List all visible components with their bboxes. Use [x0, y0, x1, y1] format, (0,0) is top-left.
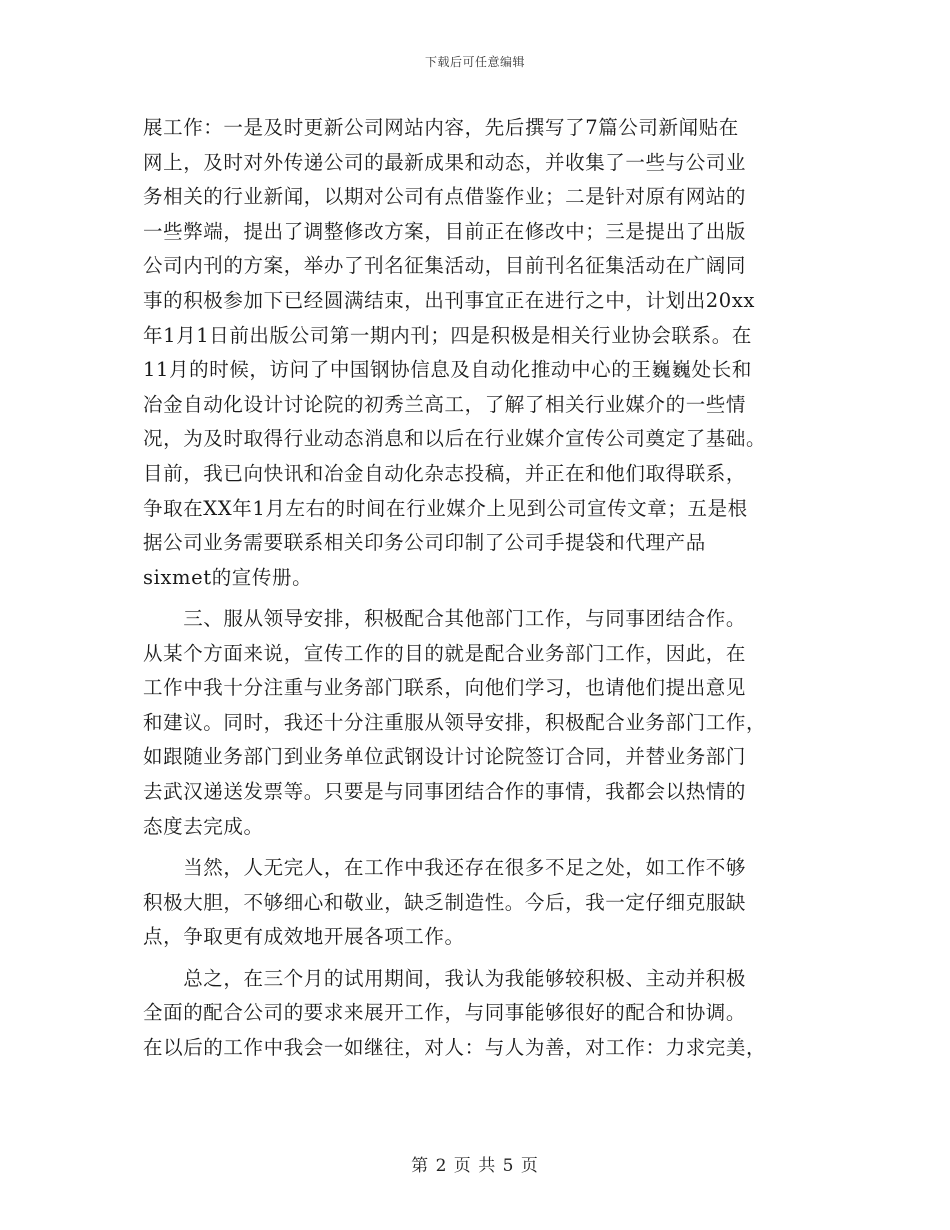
text-line: 三、服从领导安排，积极配合其他部门工作，与同事团结合作。 — [143, 607, 747, 631]
text-line: 总之，在三个月的试用期间，我认为我能够较积极、主动并积极 — [143, 966, 747, 990]
text-line: 11月的时候，访问了中国钢协信息及自动化推动中心的王巍巍处长和 — [143, 358, 752, 382]
text-line: 工作中我十分注重与业务部门联系，向他们学习，也请他们提出意见 — [143, 676, 747, 700]
text-line: 积极大胆，不够细心和敬业，缺乏制造性。今后，我一定仔细克服缺 — [143, 890, 747, 914]
text-line: 全面的配合公司的要求来展开工作，与同事能够很好的配合和协调。 — [143, 1001, 747, 1025]
paragraph-gap — [143, 595, 813, 602]
text-line: 在以后的工作中我会一如继往，对人：与人为善，对工作：力求完美， — [143, 1035, 767, 1059]
text-line: 态度去完成。 — [143, 814, 264, 838]
text-line: sixmet的宣传册。 — [143, 565, 313, 589]
text-line: 年1月1日前出版公司第一期内刊；四是积极是相关行业协会联系。在 — [143, 323, 752, 347]
text-line: 冶金自动化设计讨论院的初秀兰高工，了解了相关行业媒介的一些情 — [143, 392, 747, 416]
text-line: 公司内刊的方案，举办了刊名征集活动，目前刊名征集活动在广阔同 — [143, 254, 747, 278]
text-line: 争取在XX年1月左右的时间在行业媒介上见到公司宣传文章；五是根 — [143, 496, 748, 520]
text-line: 从某个方面来说，宣传工作的目的就是配合业务部门工作，因此，在 — [143, 641, 747, 665]
text-line: 当然，人无完人，在工作中我还存在很多不足之处，如工作不够 — [143, 856, 747, 880]
text-line: 网上，及时对外传递公司的最新成果和动态，并收集了一些与公司业 — [143, 150, 747, 174]
text-line: 据公司业务需要联系相关印务公司印制了公司手提袋和代理产品 — [143, 531, 706, 555]
paragraph-shortcomings — [143, 851, 813, 955]
page-header: 下载后可任意编辑 — [424, 55, 525, 69]
document-body — [143, 111, 813, 1065]
text-line: 事的积极参加下已经圆满结束，出刊事宜正在进行之中，计划出20xx — [143, 288, 756, 312]
text-line: 目前，我已向快讯和冶金自动化杂志投稿，并正在和他们取得联系， — [143, 461, 747, 485]
text-line: 展工作：一是及时更新公司网站内容，先后撰写了7篇公司新闻贴在 — [143, 116, 739, 139]
text-line: 去武汉递送发票等。只要是与同事团结合作的事情，我都会以热情的 — [143, 780, 747, 804]
paragraph-gap — [143, 955, 813, 962]
paragraph-work-details — [143, 111, 813, 595]
paragraph-gap — [143, 844, 813, 851]
text-line: 和建议。同时，我还十分注重服从领导安排，积极配合业务部门工作， — [143, 710, 767, 734]
text-line: 一些弊端，提出了调整修改方案，目前正在修改中；三是提出了出版 — [143, 219, 747, 243]
text-line: 如跟随业务部门到业务单位武钢设计讨论院签订合同，并替业务部门 — [143, 745, 747, 769]
text-line: 况，为及时取得行业动态消息和以后在行业媒介宣传公司奠定了基础。 — [143, 427, 767, 451]
paragraph-conclusion — [143, 962, 813, 1066]
paragraph-teamwork — [143, 602, 813, 844]
text-line: 点，争取更有成效地开展各项工作。 — [143, 925, 465, 949]
text-line: 务相关的行业新闻，以期对公司有点借鉴作业；二是针对原有网站的 — [143, 185, 747, 209]
page-number-footer: 第 2 页 共 5 页 — [411, 1156, 539, 1176]
